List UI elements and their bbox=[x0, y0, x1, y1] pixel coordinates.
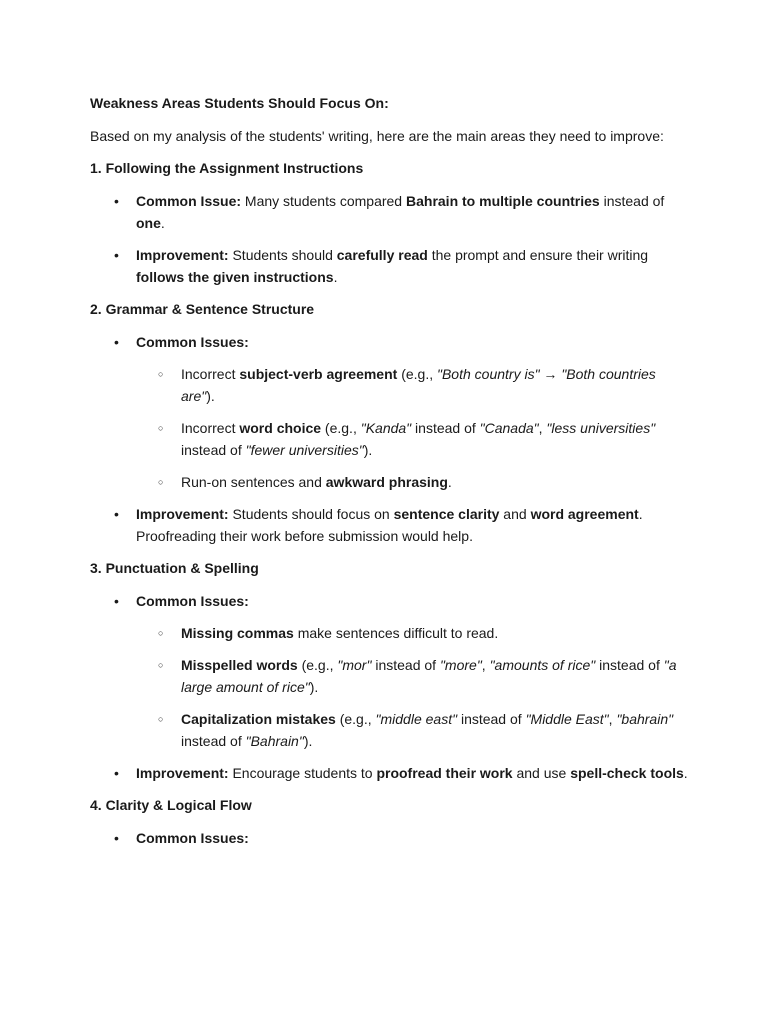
list-item: • Improvement: Encourage students to proofread their work and use spell-check tools. bbox=[90, 762, 690, 784]
sub-list-item: ○ Misspelled words (e.g., "mor" instead of "more", "amounts of rice" instead of "a large amount of rice"). bbox=[90, 654, 690, 698]
section-heading-instructions: 1. Following the Assignment Instructions bbox=[90, 160, 364, 176]
list-item: • Improvement: Students should carefully read the prompt and ensure their writing follows the given instructions. bbox=[90, 244, 690, 288]
document-body bbox=[90, 92, 690, 859]
section-heading-grammar: 2. Grammar & Sentence Structure bbox=[90, 301, 315, 317]
section-3-list bbox=[90, 590, 690, 784]
section-1-list bbox=[90, 190, 690, 288]
intro-paragraph: Based on my analysis of the students' writing, here are the main areas they need to improve: bbox=[90, 128, 664, 144]
sub-list-item: ○ Incorrect subject-verb agreement (e.g., "Both country is" → "Both countries are"). bbox=[90, 363, 690, 407]
section-heading-punctuation: 3. Punctuation & Spelling bbox=[90, 560, 259, 576]
section-heading-clarity: 4. Clarity & Logical Flow bbox=[90, 797, 252, 813]
list-item: • Common Issues: ○ Incorrect subject-verb agreement (e.g., "Both country is" → "Both countries are"). ○ Incorrect word choice (e.g., "Kanda" instead of "Canada", "less universities" instead of "fewer universities"). ○ Run-on sentences and awkward phrasing. bbox=[90, 331, 690, 493]
section-4-list bbox=[90, 827, 690, 849]
sub-list-item: ○ Incorrect word choice (e.g., "Kanda" instead of "Canada", "less universities" instead of "fewer universities"). bbox=[90, 417, 690, 461]
section-2-list bbox=[90, 331, 690, 547]
sub-list bbox=[136, 363, 690, 493]
sub-list-item: ○ Capitalization mistakes (e.g., "middle east" instead of "Middle East", "bahrain" instead of "Bahrain"). bbox=[90, 708, 690, 752]
sub-list-item: ○ Missing commas make sentences difficult to read. bbox=[90, 622, 690, 644]
document-title: Weakness Areas Students Should Focus On: bbox=[90, 95, 389, 111]
list-item: • Common Issues: bbox=[90, 827, 690, 849]
sub-list bbox=[136, 622, 690, 752]
list-item: • Improvement: Students should focus on sentence clarity and word agreement. Proofreading their work before submission would help. bbox=[90, 503, 690, 547]
list-item: • Common Issues: ○ Missing commas make sentences difficult to read. ○ Misspelled words (e.g., "mor" instead of "more", "amounts of rice" instead of "a large amount of rice"). ○ Capitalization mistakes (e.g., "middle east" instead of "Middle East", "bahrain" instead of "Bahrain"). bbox=[90, 590, 690, 752]
list-item: • Common Issue: Many students compared Bahrain to multiple countries instead of one. bbox=[90, 190, 690, 234]
sub-list-item: ○ Run-on sentences and awkward phrasing. bbox=[90, 471, 690, 493]
